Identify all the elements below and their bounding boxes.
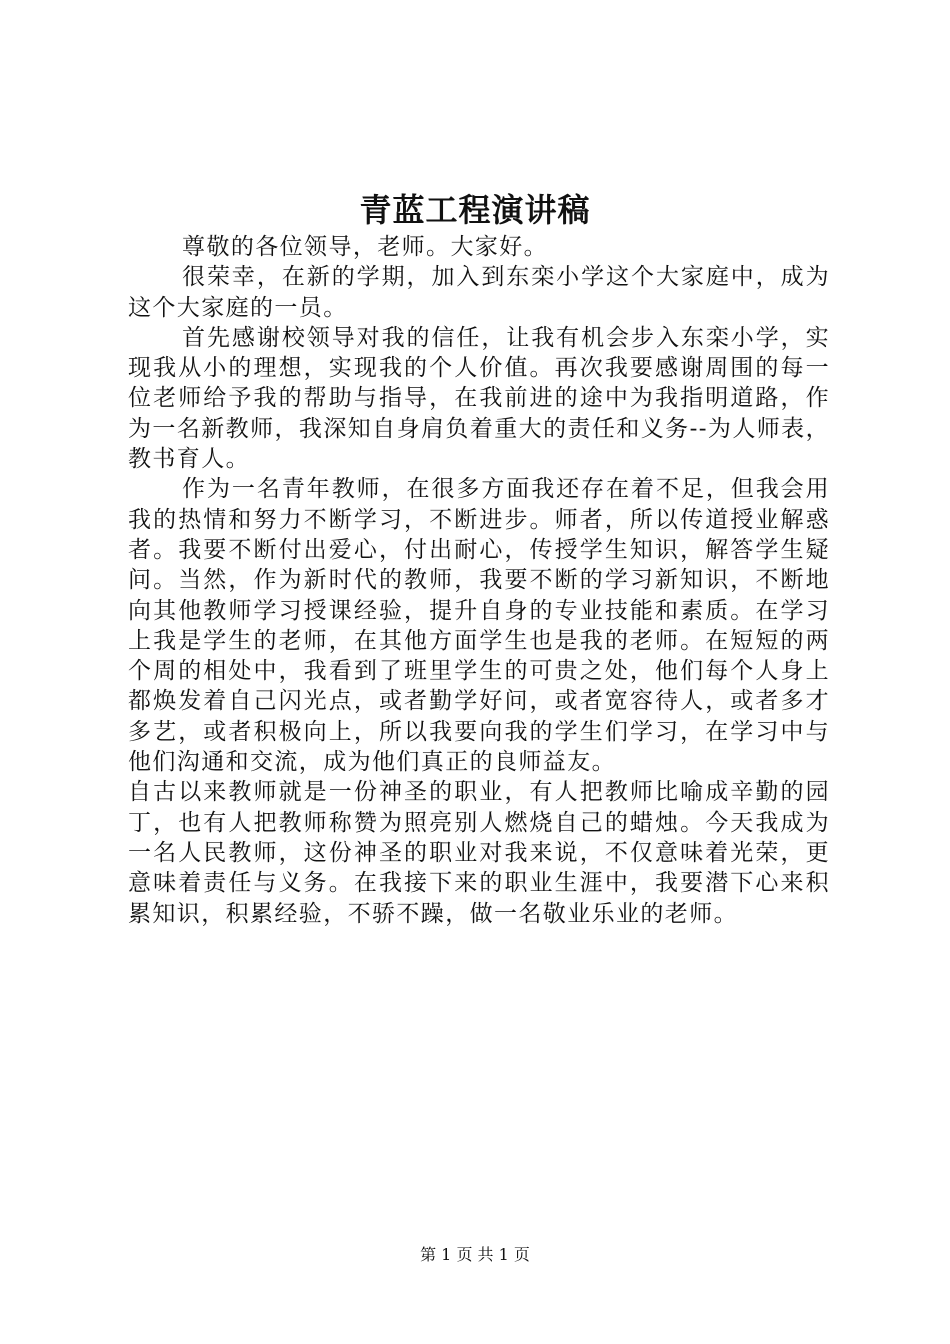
paragraph-sacred-profession: 自古以来教师就是一份神圣的职业，有人把教师比喻成辛勤的园丁，也有人把教师称赞为照亮别人燃烧自己的蜡烛。今天我成为一名人民教师，这份神圣的职业对我来说，不仅意味着光荣，更意味着责任与义务。在我接下来的职业生涯中，我要潜下心来积累知识，积累经验，不骄不躁，做一名敬业乐业的老师。 <box>128 779 830 927</box>
document-body <box>128 232 830 929</box>
paragraph-greeting: 尊敬的各位领导，老师。大家好。 <box>182 234 549 260</box>
paragraph-thanks: 首先感谢校领导对我的信任，让我有机会步入东栾小学，实现我从小的理想，实现我的个人价值。再次我要感谢周围的每一位老师给予我的帮助与指导，在我前进的途中为我指明道路，作为一名新教师，我深知自身肩负着重大的责任和义务--为人师表，教书育人。 <box>128 324 830 473</box>
document-title: 青蓝工程演讲稿 <box>359 191 591 229</box>
paragraph-intro: 很荣幸，在新的学期，加入到东栾小学这个大家庭中，成为这个大家庭的一员。 <box>128 264 830 321</box>
page-number-footer: 第 1 页 共 1 页 <box>420 1245 530 1264</box>
paragraph-young-teacher: 作为一名青年教师，在很多方面我还存在着不足，但我会用我的热情和努力不断学习，不断进步。师者，所以传道授业解惑者。我要不断付出爱心，付出耐心，传授学生知识，解答学生疑问。当然，作为新时代的教师，我要不断的学习新知识，不断地向其他教师学习授课经验，提升自身的专业技能和素质。在学习上我是学生的老师，在其他方面学生也是我的老师。在短短的两个周的相处中，我看到了班里学生的可贵之处，他们每个人身上都焕发着自己闪光点，或者勤学好问，或者宽容待人，或者多才多艺，或者积极向上，所以我要向我的学生们学习，在学习中与他们沟通和交流，成为他们真正的良师益友。 <box>128 476 830 776</box>
